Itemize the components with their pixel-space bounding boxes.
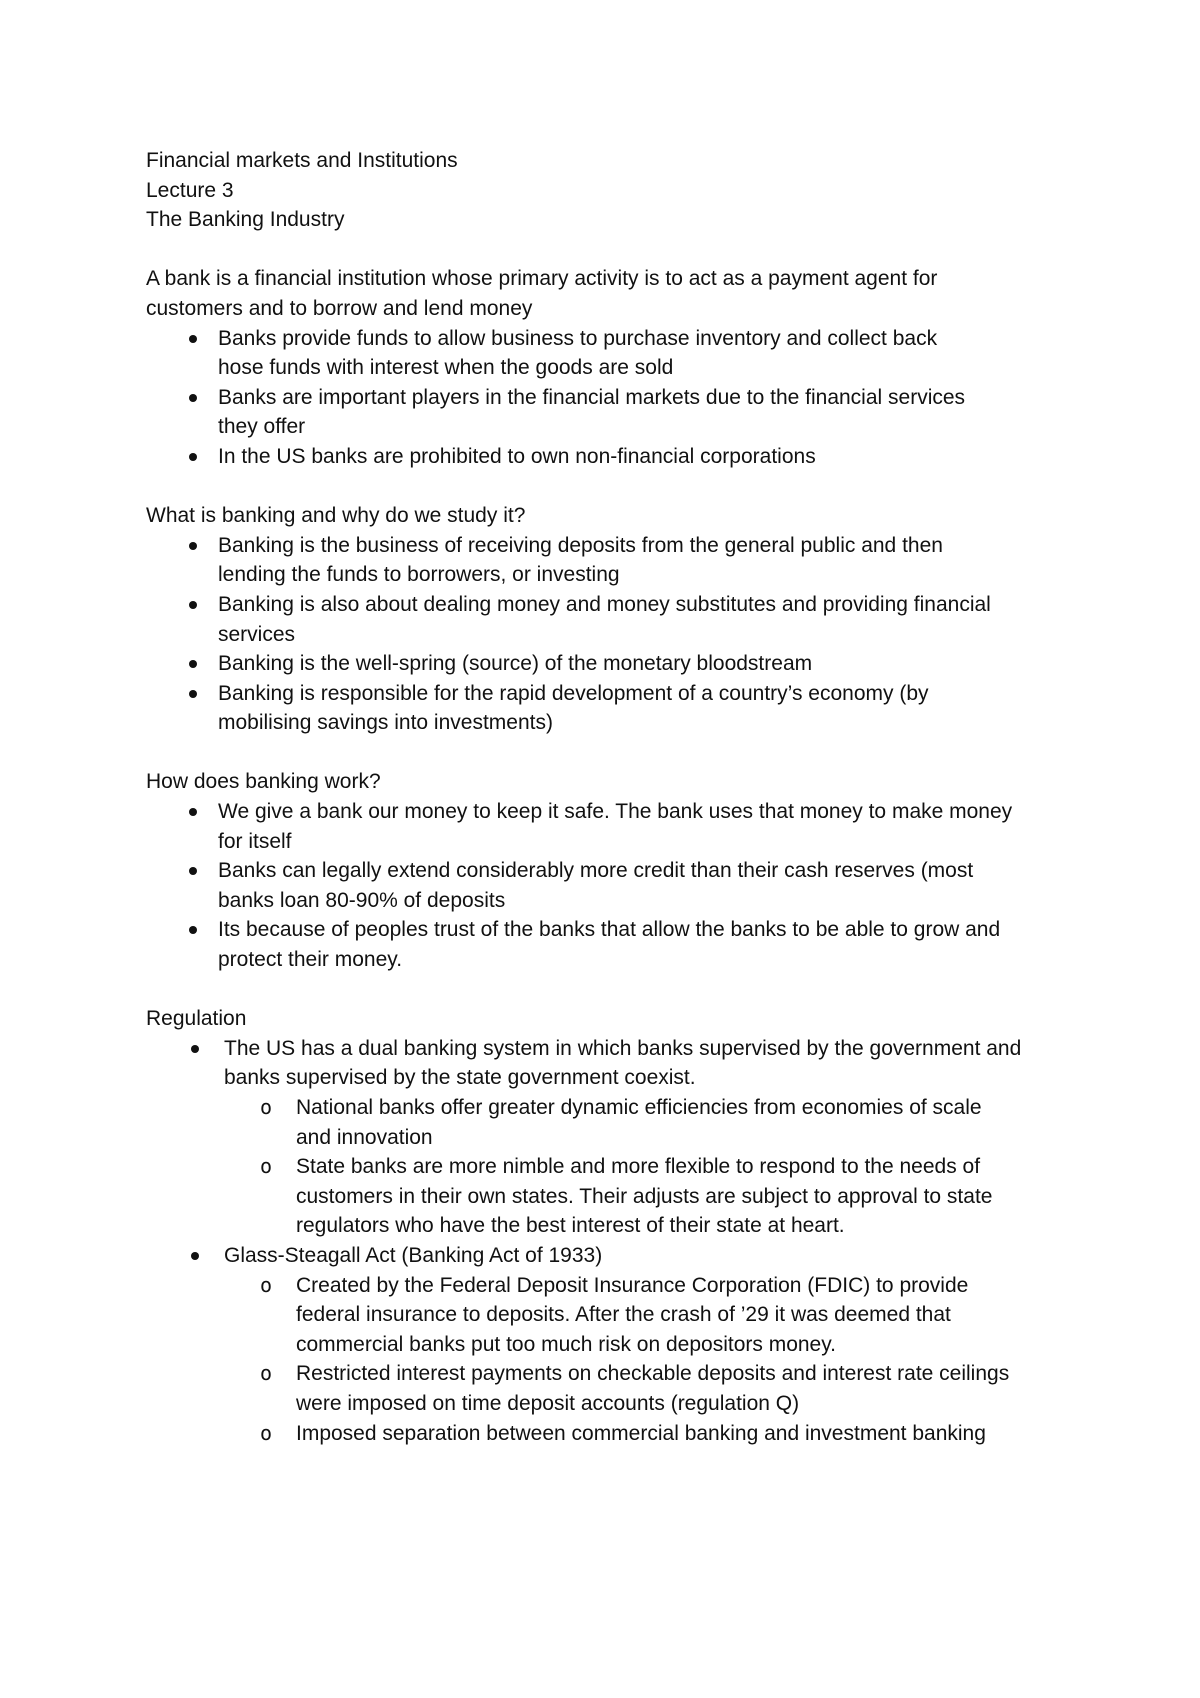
list-item <box>146 442 978 472</box>
hollow-bullet-icon: o <box>260 1420 273 1445</box>
sub-list-item <box>224 1271 996 1360</box>
intro-bullet-list <box>146 324 1086 472</box>
bullet-icon <box>189 335 197 343</box>
bullet-icon <box>189 690 197 698</box>
sub-bullet-text: Restricted interest payments on checkable deposits and interest rate ceilings were imposed on time deposit accounts (regulation Q) <box>296 1362 1010 1415</box>
bullet-icon <box>191 1045 199 1053</box>
hollow-bullet-icon: o <box>260 1272 273 1297</box>
list-item <box>146 649 1018 679</box>
list-item <box>146 856 1008 915</box>
list-item <box>146 531 1008 590</box>
blank-line <box>146 738 1086 768</box>
list-item <box>146 679 1008 738</box>
blank-line <box>146 235 1086 265</box>
sub-bullet-text: Created by the Federal Deposit Insurance Corporation (FDIC) to provide federal insurance to deposits. After the crash of ’29 it was deemed that commercial banks put too much risk on depositors money. <box>296 1273 969 1356</box>
blank-line <box>146 975 1086 1005</box>
bullet-icon <box>189 660 197 668</box>
list-item <box>146 1034 1064 1241</box>
bullet-text: Its because of peoples trust of the banks that allow the banks to be able to grow and protect their money. <box>218 918 1001 972</box>
what-is-banking-list <box>146 531 1086 738</box>
bullet-text: In the US banks are prohibited to own non-financial corporations <box>218 444 816 468</box>
bullet-text: Glass-Steagall Act (Banking Act of 1933) <box>224 1243 603 1267</box>
bullet-icon <box>189 394 197 402</box>
bullet-text: Banking is also about dealing money and money substitutes and providing financial services <box>218 592 991 646</box>
list-item <box>146 797 1038 856</box>
bullet-text: The US has a dual banking system in which banks supervised by the government and banks supervised by the state government coexist. <box>224 1036 1022 1090</box>
blank-line <box>146 472 1086 502</box>
list-item <box>146 324 978 383</box>
sub-list <box>224 1271 1064 1449</box>
document-body <box>146 146 1086 1448</box>
bullet-icon <box>189 453 197 461</box>
intro-paragraph: A bank is a financial institution whose primary activity is to act as a payment agent for customers and to borrow and lend money <box>146 267 938 320</box>
sub-bullet-text: National banks offer greater dynamic efficiencies from economies of scale and innovation <box>296 1096 982 1149</box>
list-item <box>146 590 1018 649</box>
document-title: Financial markets and Institutions <box>146 149 458 172</box>
bullet-text: Banks provide funds to allow business to purchase inventory and collect back hose funds with interest when the goods are sold <box>218 326 938 380</box>
list-item <box>146 915 1038 974</box>
list-item <box>146 383 978 442</box>
bullet-text: We give a bank our money to keep it safe. The bank uses that money to make money for itself <box>218 800 1013 853</box>
sub-list <box>224 1093 1064 1241</box>
sub-bullet-text: Imposed separation between commercial banking and investment banking <box>296 1421 986 1445</box>
hollow-bullet-icon: o <box>260 1154 273 1179</box>
bullet-icon <box>189 926 197 934</box>
section-heading: How does banking work? <box>146 770 381 794</box>
sub-list-item <box>224 1152 996 1241</box>
sub-list-item <box>224 1419 1036 1449</box>
sub-bullet-text: State banks are more nimble and more flexible to respond to the needs of customers in their own states. Their adjusts are subject to approval to state regulators who have the best interest of their state at heart. <box>296 1155 993 1238</box>
hollow-bullet-icon: o <box>260 1095 273 1119</box>
bullet-icon <box>189 867 197 875</box>
bullet-text: Banking is the business of receiving deposits from the general public and then lending the funds to borrowers, or investing <box>218 533 943 587</box>
lecture-number: Lecture 3 <box>146 178 234 202</box>
bullet-icon <box>191 1252 199 1260</box>
how-banking-works-list <box>146 797 1086 975</box>
bullet-text: Banks can legally extend considerably more credit than their cash reserves (most banks loan 80-90% of deposits <box>218 859 974 912</box>
bullet-text: Banks are important players in the financial markets due to the financial services they offer <box>218 385 966 439</box>
list-item <box>146 1241 1064 1448</box>
lecture-topic: The Banking Industry <box>146 208 345 232</box>
bullet-text: Banking is the well-spring (source) of the monetary bloodstream <box>218 652 813 676</box>
hollow-bullet-icon: o <box>260 1361 273 1386</box>
sub-list-item <box>224 1093 996 1152</box>
bullet-icon <box>189 808 197 816</box>
section-heading: Regulation <box>146 1007 247 1031</box>
bullet-text: Banking is responsible for the rapid development of a country’s economy (by mobilising savings into investments) <box>218 681 929 735</box>
section-heading: What is banking and why do we study it? <box>146 504 526 528</box>
regulation-list <box>146 1034 1086 1448</box>
bullet-icon <box>189 601 197 609</box>
sub-list-item <box>224 1359 1016 1418</box>
bullet-icon <box>189 542 197 550</box>
